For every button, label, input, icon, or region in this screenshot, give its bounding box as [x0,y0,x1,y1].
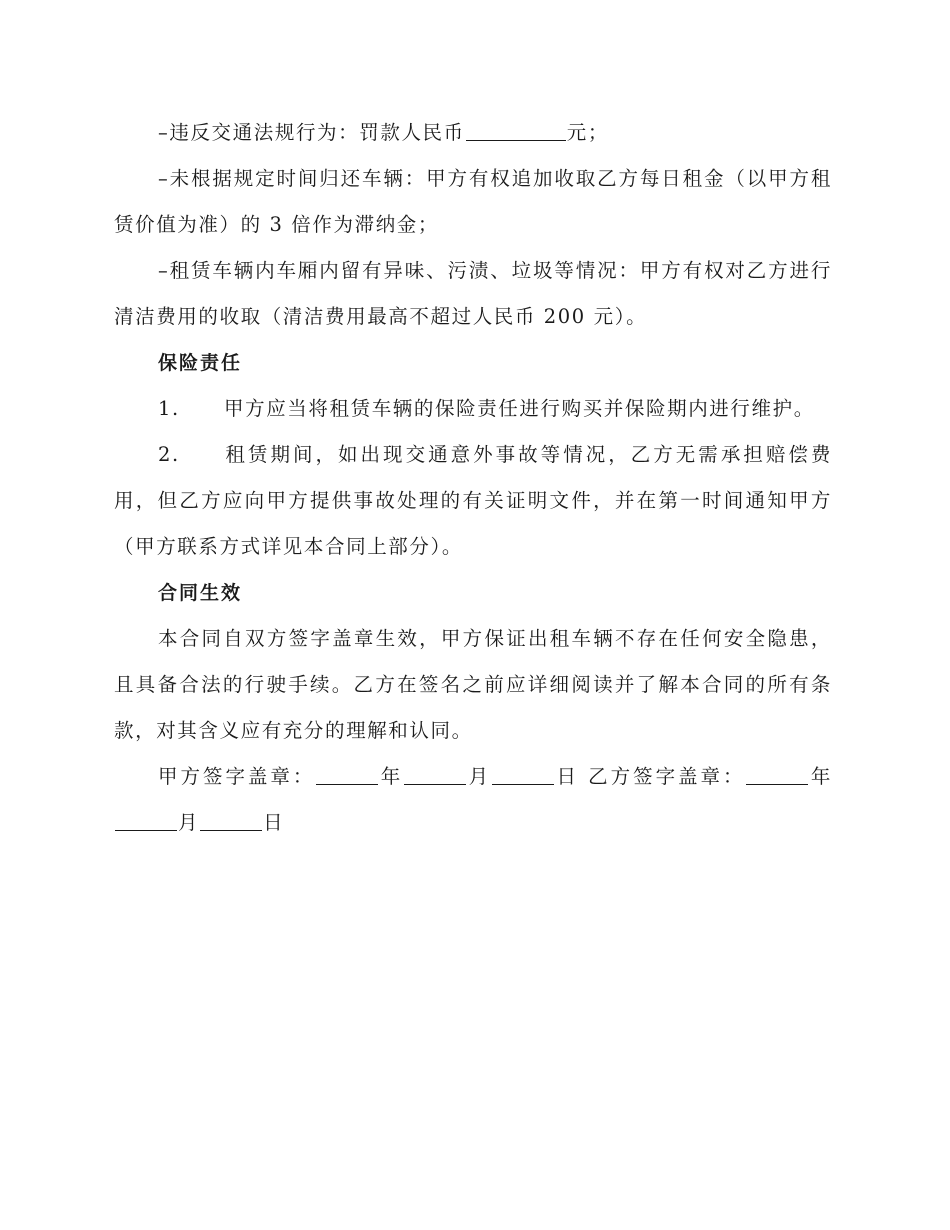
insurance-heading: 保险责任 [158,352,243,374]
fine-amount-blank [466,118,566,141]
insurance-item-text: 租赁期间，如出现交通意外事故等情况，乙方无需承担赔偿费用，但乙方应向甲方提供事故处理的有关证明文件，并在第一时间通知甲方（甲方联系方式详见本合同上部分）。 [114,443,832,558]
insurance-item-2 [114,432,832,570]
party-a-year-label: 年 [379,765,404,788]
list-number: 1. [158,397,180,420]
party-b-signature-label: 乙方签字盖章： [588,765,746,788]
party-b-year-label: 年 [809,765,832,788]
insurance-item-text: 甲方应当将租赁车辆的保险责任进行购买并保险期内进行维护。 [224,397,815,420]
party-a-month-blank [404,762,466,785]
party-b-month-blank [115,808,177,831]
party-b-month-label: 月 [178,811,200,834]
signature-line [114,754,832,846]
penalty-traffic-text: –违反交通法规行为：罚款人民币 [158,121,465,144]
party-a-month-label: 月 [467,765,492,788]
party-a-signature-label: 甲方签字盖章： [158,765,316,788]
penalty-traffic-unit: 元； [566,121,609,144]
penalty-late-return: –未根据规定时间归还车辆：甲方有权追加收取乙方每日租金（以甲方租赁价值为准）的 3 倍作为滞纳金； [114,167,832,236]
insurance-item-1 [114,386,832,432]
party-b-day-blank [200,808,262,831]
party-a-day-label: 日 [555,765,579,788]
effective-heading: 合同生效 [158,582,243,604]
party-b-year-blank [746,762,808,785]
effective-body: 本合同自双方签字盖章生效，甲方保证出租车辆不存在任何安全隐患，且具备合法的行驶手续。乙方在签名之前应详细阅读并了解本合同的所有条款，对其含义应有充分的理解和认同。 [114,627,832,742]
party-b-day-label: 日 [263,811,285,834]
penalty-cleaning: –租赁车辆内车厢内留有异味、污渍、垃圾等情况：甲方有权对乙方进行清洁费用的收取（清洁费用最高不超过人民币 200 元）。 [114,259,832,328]
party-a-year-blank [316,762,378,785]
penalty-traffic [114,110,832,156]
list-number: 2. [158,443,180,466]
party-a-day-blank [492,762,554,785]
document-page [114,110,832,846]
